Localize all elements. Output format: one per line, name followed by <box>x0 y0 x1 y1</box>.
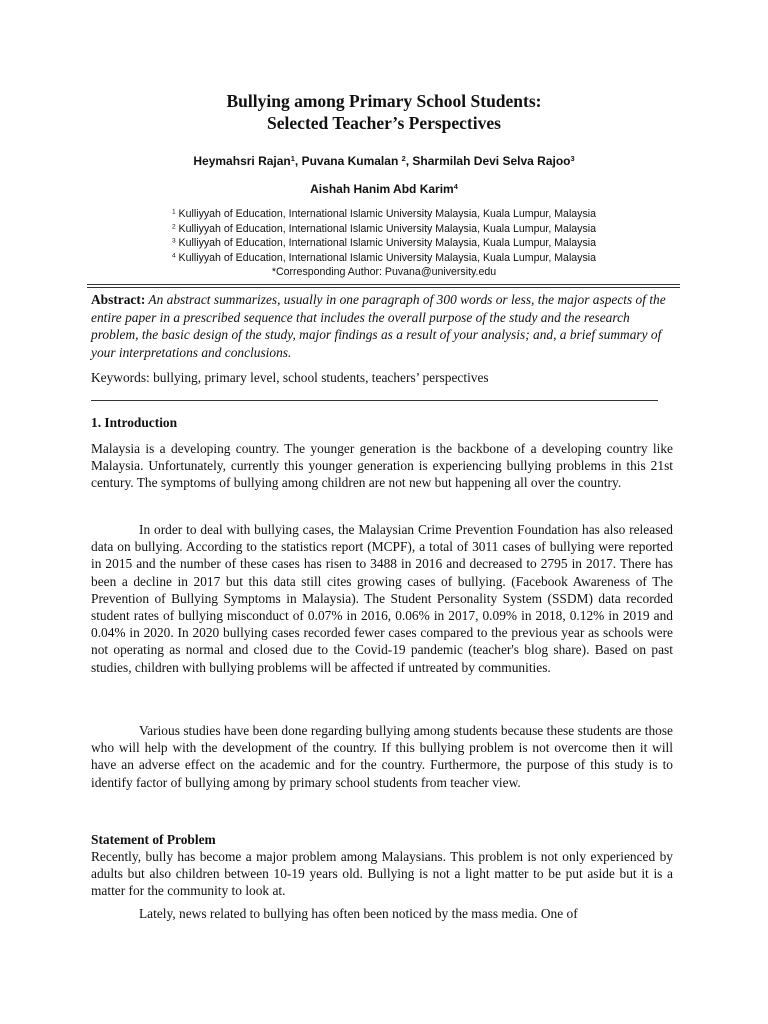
author-list-line-2 <box>0 182 768 197</box>
author-name: , Puvana Kumalan <box>294 154 402 168</box>
affiliation-text: Kulliyyah of Education, International Islamic University Malaysia, Kuala Lumpur, Malaysia <box>175 208 597 220</box>
author-name: Aishah Hanim Abd Karim <box>310 182 454 196</box>
author-mark: 3 <box>570 153 575 163</box>
affiliation-line <box>0 222 768 237</box>
introduction-heading: 1. Introduction <box>91 415 178 430</box>
author-mark: 2 <box>401 153 406 163</box>
keywords: Keywords: bullying, primary level, school students, teachers’ perspectives <box>91 370 489 385</box>
abstract <box>91 291 679 361</box>
author-mark: 4 <box>453 181 458 191</box>
title-line-1: Bullying among Primary School Students: <box>226 91 542 111</box>
intro-paragraph-1: Malaysia is a developing country. The younger generation is the backbone of a developing country like Malaysia. Unfortunately, currently this younger generation is experiencing bullying problems in this 21st century. The symptoms of bullying among children are not new but happening all over the country. <box>91 441 673 491</box>
author-mark: 1 <box>290 153 295 163</box>
author-name: , Sharmilah Devi Selva Rajoo <box>405 154 571 168</box>
affiliation-line <box>0 207 768 222</box>
affiliation-text: Kulliyyah of Education, International Islamic University Malaysia, Kuala Lumpur, Malaysia <box>175 237 597 249</box>
problem-paragraph-2: Lately, news related to bullying has often been noticed by the mass media. One of <box>139 906 578 921</box>
intro-paragraph-3: Various studies have been done regarding bullying among students because these students are those who will help with the development of the country. If this bullying problem is not overcome then it will have an adverse effect on the academic and for the country. Furthermore, the purpose of this study is to identify factor of bullying among by primary school students from teacher view. <box>91 723 673 790</box>
top-divider <box>87 284 680 285</box>
paper-title <box>0 90 768 134</box>
corresponding-author: *Corresponding Author: Puvana@university.edu <box>271 266 497 278</box>
affiliation-mark: 1 <box>171 208 176 216</box>
affiliations <box>0 207 768 280</box>
affiliation-mark: 2 <box>171 222 176 230</box>
top-divider-2 <box>87 287 680 288</box>
problem-heading: Statement of Problem <box>91 832 216 847</box>
abstract-text: An abstract summarizes, usually in one paragraph of 300 words or less, the major aspects of the entire paper in a prescribed sequence that includes the overall purpose of the study and the research problem, the basic design of the study, major findings as a result of your analysis; and, a brief summary of your interpretations and conclusions. <box>91 292 666 360</box>
abstract-label: Abstract: <box>91 292 146 307</box>
affiliation-mark: 3 <box>171 237 176 245</box>
title-line-2: Selected Teacher’s Perspectives <box>267 113 501 133</box>
affiliation-text: Kulliyyah of Education, International Islamic University Malaysia, Kuala Lumpur, Malaysia <box>175 251 597 264</box>
author-list <box>0 154 768 169</box>
affiliation-mark: 4 <box>171 251 176 259</box>
keywords-divider <box>91 400 658 401</box>
affiliation-text: Kulliyyah of Education, International Islamic University Malaysia, Kuala Lumpur, Malaysia <box>175 222 597 235</box>
author-name: Heymahsri Rajan <box>193 154 291 168</box>
intro-paragraph-2: In order to deal with bullying cases, the Malaysian Crime Prevention Foundation has also released data on bullying. According to the statistics report (MCPF), a total of 3011 cases of bullying were reported in 2015 and the number of these cases has risen to 3488 in 2016 and decreased to 2795 in 2017. There has been a decline in 2017 but this data still cites growing cases of bullying. (Facebook Awareness of The Prevention of Bullying Symptoms in Malaysia). The Student Personality System (SSDM) data recorded student rates of bullying misconduct of 0.07% in 2016, 0.06% in 2017, 0.09% in 2018, 0.12% in 2019 and 0.04% in 2020. In 2020 bullying cases recorded fewer cases compared to the previous year as schools were not operating as normal and closed due to the Covid-19 pandemic (teacher's blog share). Based on past studies, children with bullying problems will be affected if untreated by communities. <box>91 522 673 675</box>
affiliation-line <box>0 236 768 251</box>
affiliation-line <box>0 251 768 266</box>
problem-paragraph-1: Recently, bully has become a major problem among Malaysians. This problem is not only experienced by adults but also children between 10-19 years old. Bullying is not a light matter to be put aside but it is a matter for the community to look at. <box>91 849 673 899</box>
